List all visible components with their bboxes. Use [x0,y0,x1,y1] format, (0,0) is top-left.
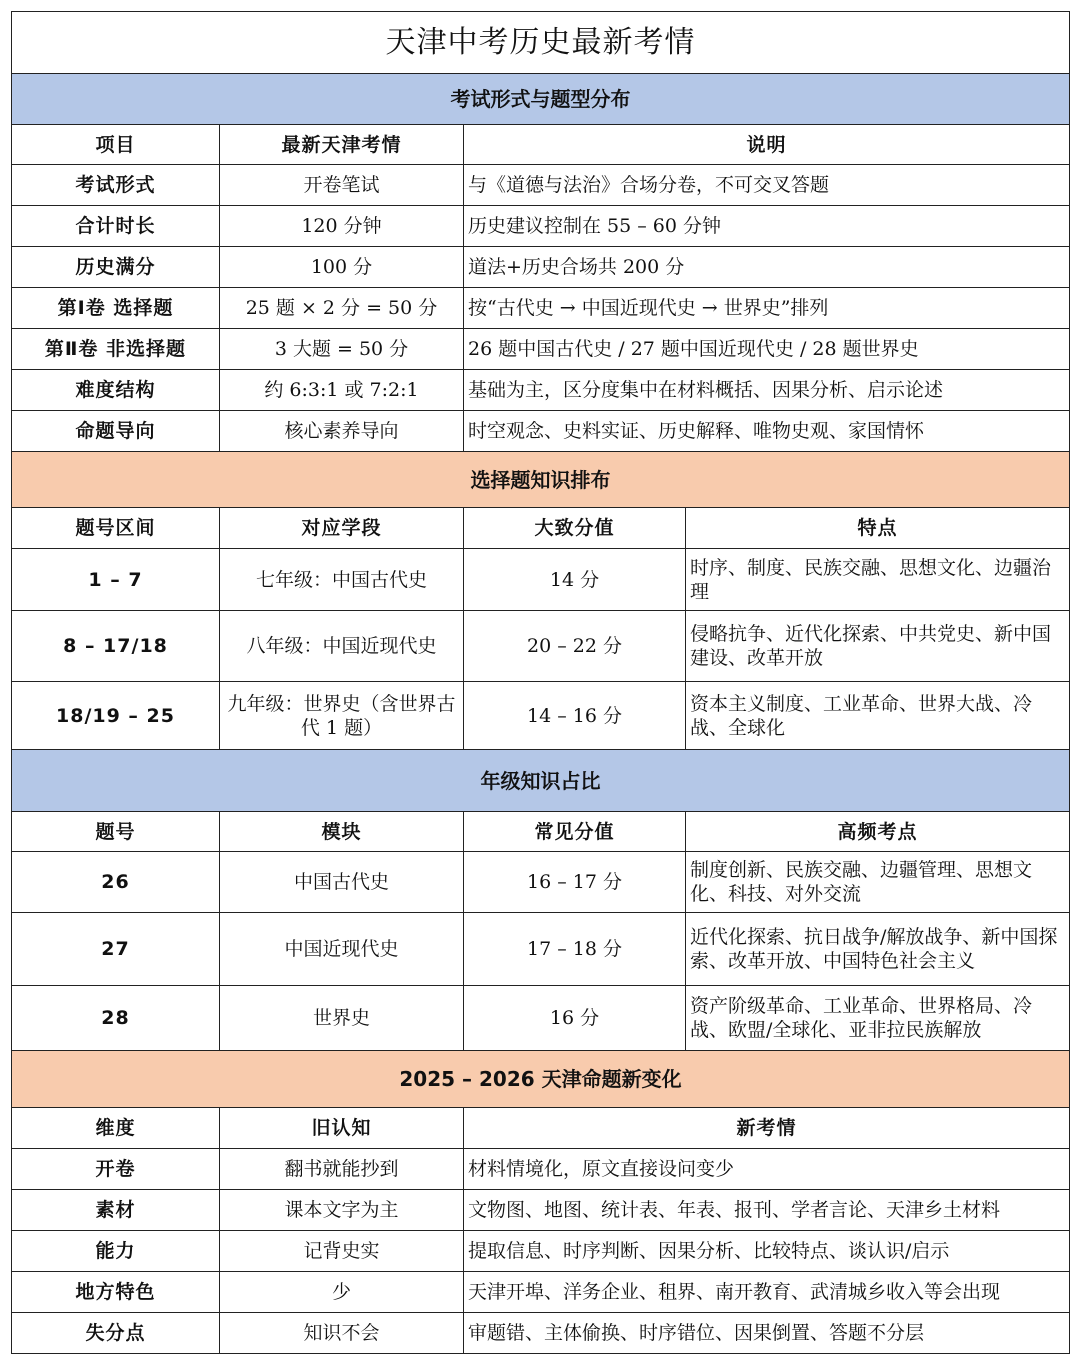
column-header-row [12,812,1070,852]
cell-new: 审题错、主体偷换、时序错位、因果倒置、答题不分层 [464,1313,1070,1354]
table-row [12,913,1070,986]
section-header-new-changes [12,1051,1070,1108]
cell-value: 核心素养导向 [220,411,464,452]
cell-topic: 近代化探索、抗日战争/解放战争、新中国探索、改革开放、中国特色社会主义 [686,913,1070,986]
column-header: 特点 [686,508,1070,549]
cell-note: 26 题中国古代史 / 27 题中国近现代史 / 28 题世界史 [464,329,1070,370]
cell-stage: 七年级：中国古代史 [220,549,464,611]
cell-note: 道法+历史合场共 200 分 [464,247,1070,288]
cell-old: 课本文字为主 [220,1190,464,1231]
table-row [12,247,1070,288]
section-title: 年级知识占比 [12,750,1070,812]
row-label: 第Ⅱ卷 非选择题 [12,329,220,370]
cell-note: 基础为主，区分度集中在材料概括、因果分析、启示论述 [464,370,1070,411]
cell-score: 16 – 17 分 [464,852,686,913]
row-label: 26 [12,852,220,913]
section-header-exam-format [12,74,1070,125]
cell-value: 开卷笔试 [220,165,464,206]
row-label: 命题导向 [12,411,220,452]
cell-old: 知识不会 [220,1313,464,1354]
cell-new: 材料情境化，原文直接设问变少 [464,1149,1070,1190]
column-header: 题号 [12,812,220,852]
column-header: 最新天津考情 [220,125,464,165]
row-label: 历史满分 [12,247,220,288]
column-header: 说明 [464,125,1070,165]
cell-old: 翻书就能抄到 [220,1149,464,1190]
section-title: 选择题知识排布 [12,452,1070,508]
main-title-row [12,12,1070,74]
row-label: 考试形式 [12,165,220,206]
cell-note: 与《道德与法治》合场分卷，不可交叉答题 [464,165,1070,206]
table-row [12,329,1070,370]
row-label: 18/19 – 25 [12,682,220,750]
table-row [12,852,1070,913]
row-label: 8 – 17/18 [12,611,220,682]
column-header-row [12,125,1070,165]
cell-score: 16 分 [464,986,686,1051]
cell-feature: 侵略抗争、近代化探索、中共党史、新中国建设、改革开放 [686,611,1070,682]
section-header-choice-distribution [12,452,1070,508]
table-row [12,986,1070,1051]
cell-score: 20 – 22 分 [464,611,686,682]
row-label: 失分点 [12,1313,220,1354]
exam-info-table [11,11,1070,1354]
column-header: 新考情 [464,1108,1070,1149]
cell-new: 天津开埠、洋务企业、租界、南开教育、武清城乡收入等会出现 [464,1272,1070,1313]
cell-score: 14 – 16 分 [464,682,686,750]
cell-note: 时空观念、史料实证、历史解释、唯物史观、家国情怀 [464,411,1070,452]
column-header: 维度 [12,1108,220,1149]
row-label: 合计时长 [12,206,220,247]
row-label: 开卷 [12,1149,220,1190]
cell-value: 120 分钟 [220,206,464,247]
row-label: 地方特色 [12,1272,220,1313]
column-header: 高频考点 [686,812,1070,852]
row-label: 28 [12,986,220,1051]
table-row [12,165,1070,206]
column-header: 模块 [220,812,464,852]
table-row [12,1149,1070,1190]
page-title: 天津中考历史最新考情 [12,12,1070,74]
cell-feature: 时序、制度、民族交融、思想文化、边疆治理 [686,549,1070,611]
cell-feature: 资本主义制度、工业革命、世界大战、冷战、全球化 [686,682,1070,750]
cell-score: 17 – 18 分 [464,913,686,986]
cell-module: 中国近现代史 [220,913,464,986]
row-label: 第Ⅰ卷 选择题 [12,288,220,329]
table-row [12,1231,1070,1272]
column-header: 常见分值 [464,812,686,852]
table-row [12,206,1070,247]
section-title: 2025 – 2026 天津命题新变化 [12,1051,1070,1108]
column-header: 旧认知 [220,1108,464,1149]
table-row [12,1190,1070,1231]
row-label: 能力 [12,1231,220,1272]
table-row [12,549,1070,611]
cell-note: 按“古代史 → 中国近现代史 → 世界史”排列 [464,288,1070,329]
cell-stage: 八年级：中国近现代史 [220,611,464,682]
column-header: 大致分值 [464,508,686,549]
section-header-grade-ratio [12,750,1070,812]
cell-topic: 制度创新、民族交融、边疆管理、思想文化、科技、对外交流 [686,852,1070,913]
cell-old: 少 [220,1272,464,1313]
table-row [12,370,1070,411]
cell-topic: 资产阶级革命、工业革命、世界格局、冷战、欧盟/全球化、亚非拉民族解放 [686,986,1070,1051]
cell-new: 文物图、地图、统计表、年表、报刊、学者言论、天津乡土材料 [464,1190,1070,1231]
row-label: 素材 [12,1190,220,1231]
cell-value: 25 题 × 2 分 = 50 分 [220,288,464,329]
cell-score: 14 分 [464,549,686,611]
row-label: 难度结构 [12,370,220,411]
cell-value: 100 分 [220,247,464,288]
row-label: 27 [12,913,220,986]
table-row [12,611,1070,682]
cell-new: 提取信息、时序判断、因果分析、比较特点、谈认识/启示 [464,1231,1070,1272]
cell-stage: 九年级：世界史（含世界古代 1 题） [220,682,464,750]
cell-old: 记背史实 [220,1231,464,1272]
table-row [12,411,1070,452]
table-row [12,1272,1070,1313]
table-row [12,288,1070,329]
cell-value: 3 大题 = 50 分 [220,329,464,370]
table-row [12,1313,1070,1354]
cell-module: 世界史 [220,986,464,1051]
column-header: 项目 [12,125,220,165]
table-row [12,682,1070,750]
row-label: 1 – 7 [12,549,220,611]
cell-note: 历史建议控制在 55 – 60 分钟 [464,206,1070,247]
column-header: 对应学段 [220,508,464,549]
column-header-row [12,508,1070,549]
section-title: 考试形式与题型分布 [12,74,1070,125]
cell-module: 中国古代史 [220,852,464,913]
column-header-row [12,1108,1070,1149]
cell-value: 约 6:3:1 或 7:2:1 [220,370,464,411]
column-header: 题号区间 [12,508,220,549]
